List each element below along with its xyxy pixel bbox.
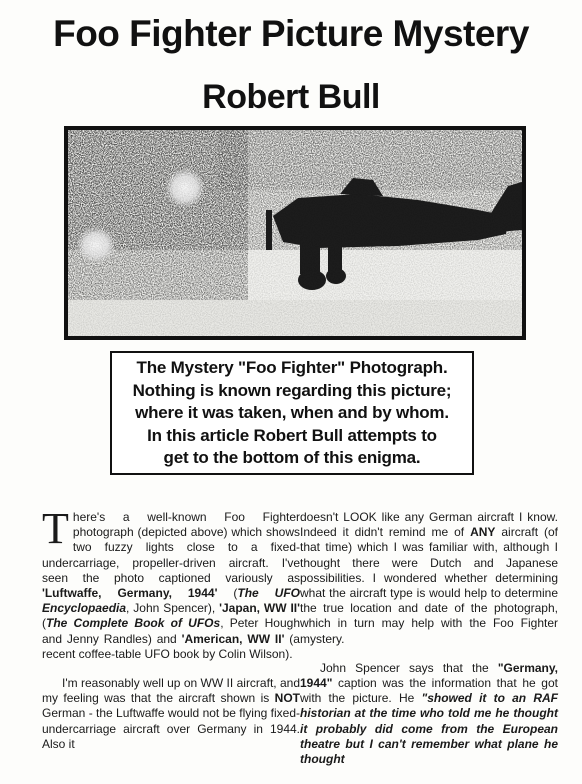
aircraft-photograph [64, 126, 526, 340]
caption-line: In this article Robert Bull attempts to [147, 425, 437, 445]
body-paragraph: John Spencer says that the "Germany, 1944" caption was the information that he got with the picture. He "showed it to an RAF historian at the time who told me he thought it probably did come from the European theatre but I can't remember what plane he thought [300, 660, 558, 767]
article-author: Robert Bull [202, 78, 380, 116]
body-paragraph: I'm reasonably well up on WW II aircraft, and my feeling was that the aircraft shown is NOT German - the Luftwaffe would not be flying fixed-undercarriage aircraft over Germany in 1944. Also it [42, 676, 300, 751]
caption-line: where it was taken, when and by whom. [135, 403, 449, 422]
body-paragraph: There's a well-known Foo Fighter photograph (depicted above) which shows two fuzzy lights close to a fixed-undercarriage, propeller-driven aircraft. I've seen the photo captioned variously as 'Luftwaffe, Germany, 1944' (The UFO Encyclopaedia, John Spencer), 'Japan, WW II' (The Complete Book of UFOs, Peter Hough and Jenny Randles) and 'American, WW II' (a recent coffee-table UFO book by Colin Wilson). [42, 504, 301, 661]
caption-line: Nothing is known regarding this picture; [132, 380, 452, 400]
photo-caption-box [110, 351, 474, 475]
body-paragraph: doesn't LOOK like any German aircraft I know. Indeed it didn't remind me of ANY aircraft (of that time) which I was familiar with, although I thought there were Dutch and Japanese possibilities. I wondered whether determining what the aircraft type is would help to determine the true location and date of the photograph, which in turn may help with the Foo Fighter mystery. [300, 510, 558, 646]
article-column-left [42, 504, 301, 752]
article-column-right [300, 510, 558, 767]
aircraft-photo-image [68, 130, 522, 336]
drop-cap: T [42, 504, 69, 553]
article-title: Foo Fighter Picture Mystery [53, 13, 529, 54]
caption-line: get to the bottom of this enigma. [163, 448, 421, 467]
caption-line: The Mystery "Foo Fighter" Photograph. [136, 358, 448, 377]
